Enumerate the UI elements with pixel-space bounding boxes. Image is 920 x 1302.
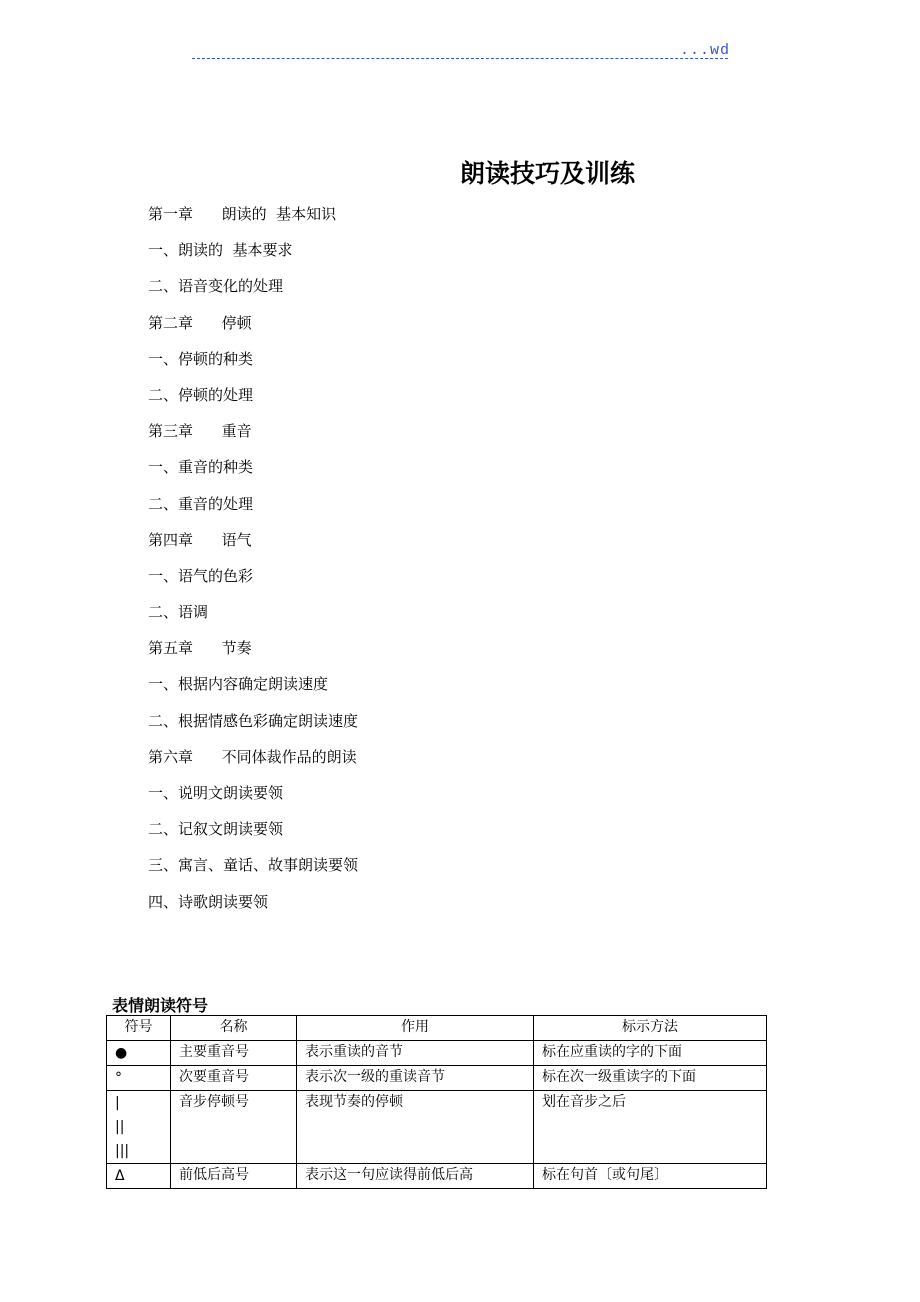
- table-title: 表情朗读符号: [112, 996, 209, 1015]
- use-cell: 表示这一句应读得前低后高: [297, 1164, 534, 1189]
- toc-item: 第二章 停顿: [148, 313, 252, 332]
- table-row: [107, 1041, 767, 1066]
- table-of-contents: [148, 202, 358, 926]
- toc-item: 第一章 朗读的 基本知识: [148, 205, 337, 223]
- table-row: [107, 1066, 767, 1091]
- toc-item: 一、重音的种类: [148, 458, 254, 477]
- use-cell: 表示重读的音节: [297, 1041, 534, 1066]
- symbol-cell: [107, 1164, 171, 1189]
- use-cell: 表现节奏的停顿: [297, 1091, 534, 1164]
- reading-symbols-table: [106, 1015, 767, 1189]
- header-divider: [192, 58, 728, 59]
- toc-item: 第五章 节奏: [148, 639, 252, 658]
- column-header-name: 名称: [171, 1016, 297, 1041]
- toc-item: 二、语调: [148, 603, 209, 622]
- column-header-symbol: 符号: [107, 1016, 171, 1041]
- pause-triple-symbol: |||: [115, 1143, 130, 1159]
- table-row: [107, 1091, 767, 1164]
- toc-item: 一、停顿的种类: [148, 349, 254, 368]
- toc-item: 一、朗读的 基本要求: [148, 241, 293, 260]
- header-mark: ...wd: [680, 42, 731, 59]
- table-row: [107, 1164, 767, 1189]
- name-cell: 主要重音号: [171, 1041, 297, 1066]
- accent-primary-symbol: ●: [115, 1045, 128, 1061]
- toc-item: 第四章 语气: [148, 530, 252, 549]
- column-header-method: 标示方法: [534, 1016, 767, 1041]
- accent-secondary-symbol: °: [115, 1070, 122, 1086]
- toc-item: 三、寓言、童话、故事朗读要领: [148, 856, 359, 875]
- symbol-cell: [107, 1041, 171, 1066]
- toc-item: 二、根据情感色彩确定朗读速度: [148, 711, 359, 730]
- method-cell: 标在应重读的字的下面: [534, 1041, 767, 1066]
- toc-item: 一、根据内容确定朗读速度: [148, 675, 329, 694]
- toc-item: 第三章 重音: [148, 422, 252, 441]
- toc-item: 二、语音变化的处理: [148, 277, 284, 296]
- method-cell: 划在音步之后: [534, 1091, 767, 1164]
- name-cell: 音步停顿号: [171, 1091, 297, 1164]
- pause-single-symbol: |: [115, 1095, 120, 1111]
- rising-tone-symbol: Δ: [115, 1168, 125, 1184]
- symbol-cell: [107, 1066, 171, 1091]
- name-cell: 前低后高号: [171, 1164, 297, 1189]
- name-cell: 次要重音号: [171, 1066, 297, 1091]
- toc-item: 第六章 不同体裁作品的朗读: [148, 747, 357, 766]
- column-header-use: 作用: [297, 1016, 534, 1041]
- toc-item: 四、诗歌朗读要领: [148, 892, 269, 911]
- pause-double-symbol: ||: [115, 1119, 125, 1135]
- use-cell: 表示次一级的重读音节: [297, 1066, 534, 1091]
- table-header-row: [107, 1016, 767, 1041]
- toc-item: 二、重音的处理: [148, 494, 254, 513]
- toc-item: 二、停顿的处理: [148, 385, 254, 404]
- toc-item: 二、记叙文朗读要领: [148, 820, 284, 839]
- document-title: 朗读技巧及训练: [460, 159, 636, 188]
- method-cell: 标在句首〔或句尾〕: [534, 1164, 767, 1189]
- symbol-cell: [107, 1091, 171, 1164]
- method-cell: 标在次一级重读字的下面: [534, 1066, 767, 1091]
- toc-item: 一、说明文朗读要领: [148, 784, 284, 802]
- toc-item: 一、语气的色彩: [148, 566, 254, 585]
